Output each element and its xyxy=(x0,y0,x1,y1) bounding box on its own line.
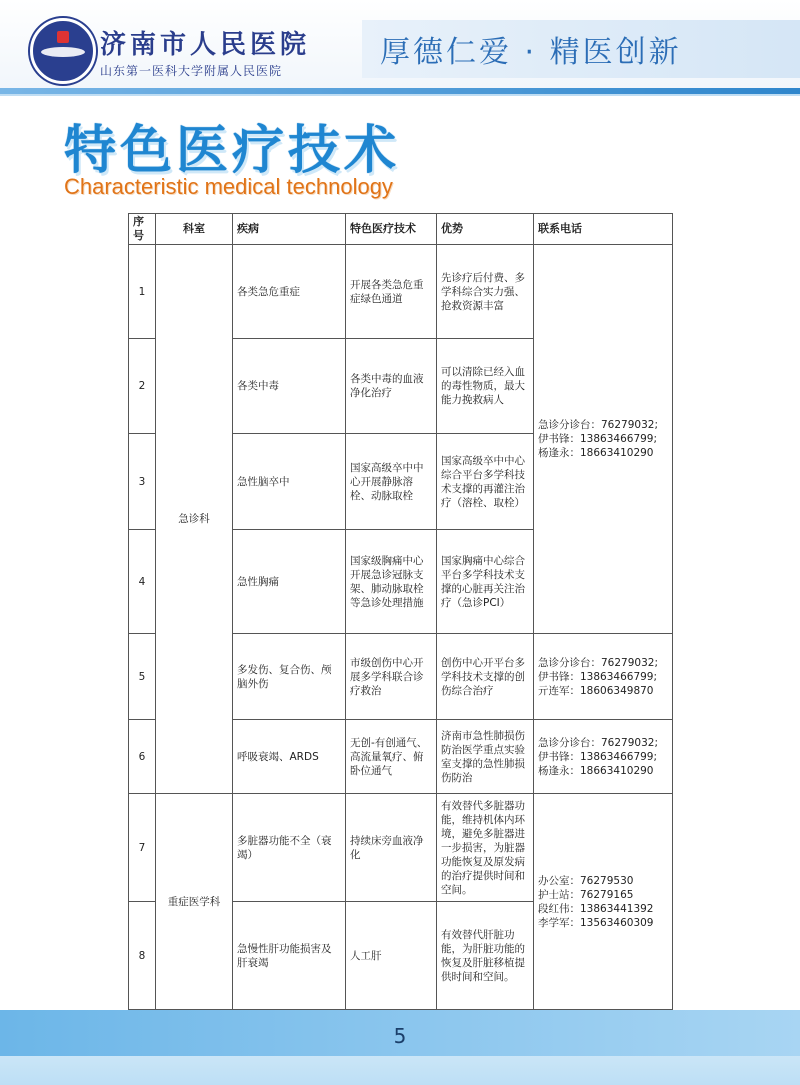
tech-cell: 市级创伤中心开展多学科联合诊疗救治 xyxy=(346,634,437,720)
advantage-cell: 有效替代多脏器功能，维持机体内环境，避免多脏器进一步损害，为脏器功能恢复及原发病的治疗提供时间和空间。 xyxy=(437,794,534,902)
phone-cell xyxy=(534,794,673,1010)
page-subtitle-en: Characteristic medical technology xyxy=(64,174,393,199)
advantage-cell: 国家胸痛中心综合平台多学科技术支撑的心脏再关注治疗（急诊PCI） xyxy=(437,530,534,634)
phone-line: 急诊分诊台：76279032; xyxy=(538,736,658,749)
tech-cell: 无创-有创通气、高流量氧疗、俯卧位通气 xyxy=(346,720,437,794)
advantage-cell: 济南市急性肺损伤防治医学重点实验室支撑的急性肺损伤防治 xyxy=(437,720,534,794)
phone-cell xyxy=(534,634,673,720)
tech-cell: 开展各类急危重症绿色通道 xyxy=(346,245,437,339)
advantage-cell: 有效替代肝脏功能，为肝脏功能的恢复及肝脏移植提供时间和空间。 xyxy=(437,902,534,1010)
row-number: 3 xyxy=(129,434,156,530)
phone-line: 急诊分诊台：76279032; xyxy=(538,656,658,669)
row-number: 6 xyxy=(129,720,156,794)
disease-cell: 各类中毒 xyxy=(233,339,346,434)
disease-cell: 多脏器功能不全（衰竭） xyxy=(233,794,346,902)
phone-line: 李学军：13563460309 xyxy=(538,916,654,929)
phone-line: 办公室：76279530 xyxy=(538,874,634,887)
disease-cell: 急慢性肝功能损害及肝衰竭 xyxy=(233,902,346,1010)
hospital-name: 济南市人民医院 xyxy=(100,30,311,60)
advantage-cell: 国家高级卒中中心综合平台多学科技术支撑的再灌注治疗（溶栓、取栓） xyxy=(437,434,534,530)
advantage-cell: 先诊疗后付费、多学科综合实力强、抢救资源丰富 xyxy=(437,245,534,339)
advantage-cell: 创伤中心开平台多学科技术支撑的创伤综合治疗 xyxy=(437,634,534,720)
row-number: 8 xyxy=(129,902,156,1010)
phone-line: 急诊分诊台：76279032; xyxy=(538,419,658,431)
table-row xyxy=(129,245,673,339)
phone-line: 伊书锋：13863466799; xyxy=(538,750,658,763)
phone-line: 段红伟：13863441392 xyxy=(538,902,654,915)
phone-cell xyxy=(534,245,673,634)
col-header-dept: 科室 xyxy=(156,214,233,245)
phone-cell xyxy=(534,720,673,794)
phone-line: 伊书锋：13863466799; xyxy=(538,670,658,683)
tech-cell: 各类中毒的血液净化治疗 xyxy=(346,339,437,434)
disease-cell: 多发伤、复合伤、颅脑外伤 xyxy=(233,634,346,720)
row-number: 7 xyxy=(129,794,156,902)
disease-cell: 急性胸痛 xyxy=(233,530,346,634)
table-header-row xyxy=(129,214,673,245)
row-number: 4 xyxy=(129,530,156,634)
col-header-disease: 疾病 xyxy=(233,214,346,245)
phone-line: 杨逢永：18663410290 xyxy=(538,764,654,777)
advantage-cell: 可以清除已经入血的毒性物质，最大能力挽救病人 xyxy=(437,339,534,434)
hospital-subtitle: 山东第一医科大学附属人民医院 xyxy=(100,64,283,78)
tech-cell: 国家高级卒中中心开展静脉溶栓、动脉取栓 xyxy=(346,434,437,530)
row-number: 5 xyxy=(129,634,156,720)
row-number: 1 xyxy=(129,245,156,339)
disease-cell: 各类急危重症 xyxy=(233,245,346,339)
col-header-phone: 联系电话 xyxy=(534,214,673,245)
col-header-tech: 特色医疗技术 xyxy=(346,214,437,245)
col-header-advantage: 优势 xyxy=(437,214,534,245)
phone-line: 护士站：76279165 xyxy=(538,888,634,901)
table-row xyxy=(129,794,673,902)
hospital-logo-icon xyxy=(30,18,96,84)
col-header-no: 序号 xyxy=(129,214,156,245)
phone-line: 杨逢永：18663410290 xyxy=(538,447,654,459)
department-cell: 重症医学科 xyxy=(156,794,233,1010)
motto-text: 厚德仁爱 · 精医创新 xyxy=(380,35,682,70)
tech-cell: 人工肝 xyxy=(346,902,437,1010)
page-title: 特色医疗技术 xyxy=(64,121,401,181)
technology-table xyxy=(128,213,673,1010)
disease-cell: 呼吸衰竭、ARDS xyxy=(233,720,346,794)
phone-line: 亓连军：18606349870 xyxy=(538,684,654,697)
tech-cell: 持续床旁血液净化 xyxy=(346,794,437,902)
phone-line: 伊书锋：13863466799; xyxy=(538,433,658,445)
header-divider-light xyxy=(0,94,800,96)
tech-cell: 国家级胸痛中心开展急诊冠脉支架、肺动脉取栓等急诊处理措施 xyxy=(346,530,437,634)
department-cell: 急诊科 xyxy=(156,245,233,794)
page-header xyxy=(0,0,800,90)
page-number: 5 xyxy=(393,1024,407,1048)
disease-cell: 急性脑卒中 xyxy=(233,434,346,530)
row-number: 2 xyxy=(129,339,156,434)
